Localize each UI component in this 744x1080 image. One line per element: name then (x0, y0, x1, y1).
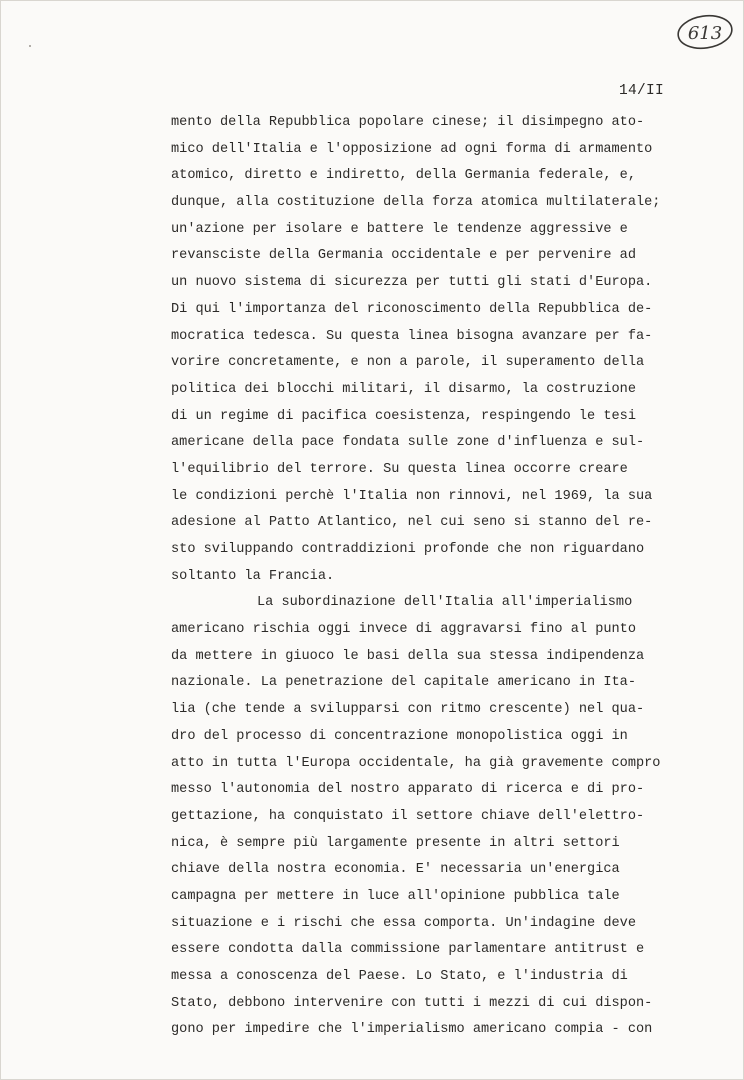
text-line: mento della Repubblica popolare cinese; il disimpegno ato- (171, 115, 645, 130)
text-line: dunque, alla costituzione della forza atomica multilaterale; (171, 195, 661, 211)
text-line: dro del processo di concentrazione monopolistica oggi in (171, 728, 628, 744)
paper-speck (29, 45, 31, 47)
text-line: americane della pace fondata sulle zone d'influenza e sul- (171, 435, 645, 451)
archive-number: 613 (687, 23, 723, 44)
text-line: l'equilibrio del terrore. Su questa linea occorre creare (171, 461, 628, 477)
text-line: campagna per mettere in luce all'opinione pubblica tale (171, 888, 620, 904)
text-line: americano rischia oggi invece di aggravarsi fino al punto (171, 622, 636, 638)
text-line: La subordinazione dell'Italia all'imperialismo (257, 595, 633, 611)
text-line: da mettere in giuoco le basi della sua stessa indipendenza (171, 648, 645, 664)
text-line: messo l'autonomia del nostro apparato di ricerca e di pro- (171, 782, 645, 798)
text-line: lia (che tende a svilupparsi con ritmo crescente) nel qua- (171, 702, 645, 718)
archive-number-stamp (674, 11, 734, 53)
text-line: politica dei blocchi militari, il disarmo, la costruzione (171, 381, 636, 397)
text-line: gettazione, ha conquistato il settore chiave dell'elettro- (171, 808, 645, 824)
text-line: un'azione per isolare e battere le tendenze aggressive e (171, 221, 628, 237)
body-text (171, 110, 711, 1044)
text-line: nazionale. La penetrazione del capitale americano in Ita- (171, 675, 636, 691)
text-line: gono per impedire che l'imperialismo americano compia - con (171, 1022, 653, 1038)
text-line: atto in tutta l'Europa occidentale, ha già gravemente compro (171, 755, 661, 771)
text-line: essere condotta dalla commissione parlamentare antitrust e (171, 942, 645, 958)
text-line: situazione e i rischi che essa comporta. Un'indagine deve (171, 915, 636, 931)
text-line: un nuovo sistema di sicurezza per tutti gli stati d'Europa. (171, 275, 653, 291)
text-line: chiave della nostra economia. E' necessaria un'energica (171, 862, 620, 878)
text-line: nica, è sempre più largamente presente in altri settori (171, 835, 620, 851)
text-line: soltanto la Francia. (171, 568, 335, 584)
text-line: messa a conoscenza del Paese. Lo Stato, e l'industria di (171, 969, 628, 984)
text-line: di un regime di pacifica coesistenza, respingendo le tesi (171, 408, 636, 424)
text-line: revansciste della Germania occidentale e per pervenire ad (171, 248, 636, 264)
text-line: Di qui l'importanza del riconoscimento della Repubblica de- (171, 301, 653, 317)
text-line: mico dell'Italia e l'opposizione ad ogni forma di armamento (171, 141, 653, 157)
text-line: le condizioni perchè l'Italia non rinnovi, nel 1969, la sua (171, 488, 653, 504)
text-line: sto sviluppando contraddizioni profonde che non riguardano (171, 542, 645, 557)
circled-archive-number (674, 11, 734, 53)
text-line: atomico, diretto e indiretto, della Germania federale, e, (171, 168, 636, 184)
text-line: Stato, debbono intervenire con tutti i mezzi di cui dispon- (171, 995, 653, 1011)
text-line: adesione al Patto Atlantico, nel cui seno si stanno del re- (171, 515, 653, 531)
text-line: vorire concretamente, e non a parole, il superamento della (171, 355, 645, 371)
text-line: mocratica tedesca. Su questa linea bisogna avanzare per fa- (171, 328, 653, 344)
page-number: 14/II (619, 83, 665, 99)
